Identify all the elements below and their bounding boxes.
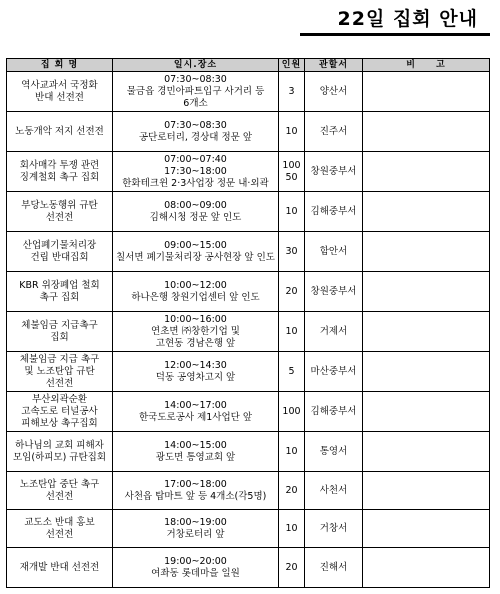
time-place-cell-line: 19:00~20:00 bbox=[164, 555, 227, 567]
table-row bbox=[7, 510, 490, 548]
participant-count-cell-line: 10 bbox=[285, 445, 298, 457]
time-place-cell bbox=[113, 232, 279, 272]
participant-count-cell bbox=[279, 272, 305, 312]
note-cell bbox=[363, 472, 490, 510]
rally-name-cell bbox=[7, 112, 113, 152]
participant-count-cell-line: 3 bbox=[288, 85, 295, 97]
rally-name-cell-line: 선전전 bbox=[45, 211, 74, 223]
time-place-cell bbox=[113, 272, 279, 312]
time-place-cell-line: 09:00~15:00 bbox=[164, 239, 227, 251]
participant-count-cell bbox=[279, 472, 305, 510]
time-place-cell-line: 17:00~18:00 bbox=[164, 478, 227, 490]
time-place-cell-line: 07:00~07:40 bbox=[164, 153, 227, 165]
rally-name-cell-line: 고속도로 터널공사 bbox=[21, 405, 98, 417]
rally-name-cell-line: 부당노동행위 규탄 bbox=[21, 199, 98, 211]
time-place-cell-line: 거창로터리 앞 bbox=[166, 528, 225, 540]
time-place-cell bbox=[113, 510, 279, 548]
time-place-cell-line: 08:00~09:00 bbox=[164, 199, 227, 211]
note-cell bbox=[363, 510, 490, 548]
participant-count-cell bbox=[279, 312, 305, 352]
table-row bbox=[7, 112, 490, 152]
time-place-cell-line: 한화테크윈 2·3사업장 정문 내·외곽 bbox=[122, 177, 269, 189]
rally-name-cell-line: 건립 반대집회 bbox=[30, 251, 89, 263]
rally-name-cell-line: 피해보상 촉구집회 bbox=[21, 417, 98, 429]
time-place-cell bbox=[113, 72, 279, 112]
note-cell bbox=[363, 192, 490, 232]
time-place-cell-line: 칠서면 폐기물처리장 공사현장 앞 인도 bbox=[116, 251, 275, 263]
jurisdiction-office-cell: 마산중부서 bbox=[305, 352, 363, 392]
participant-count-cell bbox=[279, 352, 305, 392]
table-row bbox=[7, 352, 490, 392]
jurisdiction-office-cell: 김해중부서 bbox=[305, 192, 363, 232]
time-place-cell bbox=[113, 192, 279, 232]
time-place-cell-line: 하나은행 창원기업센터 앞 인도 bbox=[131, 291, 260, 303]
time-place-cell-line: 광도면 통영교회 앞 bbox=[155, 451, 236, 463]
time-place-cell-line: 사천읍 탑마트 앞 등 4개소(각5명) bbox=[124, 490, 267, 502]
time-place-cell-line: 여좌동 롯데마을 일원 bbox=[151, 567, 240, 579]
time-place-cell-line: 덕동 공영차고지 앞 bbox=[155, 371, 236, 383]
note-cell bbox=[363, 432, 490, 472]
time-place-cell-line: 17:30~18:00 bbox=[164, 165, 227, 177]
note-cell bbox=[363, 312, 490, 352]
table-body bbox=[7, 72, 490, 588]
participant-count-cell bbox=[279, 232, 305, 272]
time-place-cell bbox=[113, 152, 279, 192]
rally-name-cell-line: 역사교과서 국정화 bbox=[21, 79, 98, 91]
time-place-cell-line: 김해시청 정문 앞 인도 bbox=[149, 211, 242, 223]
participant-count-cell bbox=[279, 548, 305, 588]
time-place-cell bbox=[113, 432, 279, 472]
participant-count-cell bbox=[279, 510, 305, 548]
rally-name-cell-line: 부산외곽순환 bbox=[31, 393, 88, 405]
rally-name-cell bbox=[7, 510, 113, 548]
jurisdiction-office-cell: 김해중부서 bbox=[305, 392, 363, 432]
rally-schedule-table bbox=[6, 58, 490, 588]
rally-name-cell-line: 선전전 bbox=[45, 528, 74, 540]
time-place-cell-line: 10:00~16:00 bbox=[164, 313, 227, 325]
time-place-cell-line: 물금읍 경민아파트입구 사거리 등 bbox=[126, 85, 265, 97]
participant-count-cell bbox=[279, 72, 305, 112]
participant-count-cell-line: 100 bbox=[282, 159, 301, 171]
participant-count-cell bbox=[279, 192, 305, 232]
time-place-cell-line: 07:30~08:30 bbox=[164, 119, 227, 131]
rally-name-cell bbox=[7, 72, 113, 112]
participant-count-cell-line: 20 bbox=[285, 285, 298, 297]
jurisdiction-office-cell: 진해서 bbox=[305, 548, 363, 588]
participant-count-cell-line: 10 bbox=[285, 522, 298, 534]
rally-name-cell-line: 및 노조탄압 규탄 bbox=[24, 365, 95, 377]
time-place-cell-line: 14:00~15:00 bbox=[164, 439, 227, 451]
jurisdiction-office-cell: 진주서 bbox=[305, 112, 363, 152]
participant-count-cell bbox=[279, 392, 305, 432]
rally-name-cell bbox=[7, 392, 113, 432]
time-place-cell-line: 연초면 ㈜창한기업 및 bbox=[151, 325, 240, 337]
time-place-cell-line: 18:00~19:00 bbox=[164, 516, 227, 528]
table-row bbox=[7, 272, 490, 312]
rally-name-cell-line: 산업폐기물처리장 bbox=[22, 239, 97, 251]
rally-name-cell bbox=[7, 432, 113, 472]
note-cell bbox=[363, 392, 490, 432]
table-row bbox=[7, 312, 490, 352]
time-place-cell-line: 12:00~14:30 bbox=[164, 359, 227, 371]
participant-count-cell-line: 10 bbox=[285, 125, 298, 137]
time-place-cell bbox=[113, 352, 279, 392]
table-row bbox=[7, 232, 490, 272]
time-place-cell-line: 공단로터리, 경상대 정문 앞 bbox=[138, 131, 253, 143]
time-place-cell-line: 10:00~12:00 bbox=[164, 279, 227, 291]
time-place-cell-line: 6개소 bbox=[183, 97, 208, 109]
table-row bbox=[7, 192, 490, 232]
time-place-cell bbox=[113, 312, 279, 352]
participant-count-cell bbox=[279, 432, 305, 472]
jurisdiction-office-cell: 함안서 bbox=[305, 232, 363, 272]
header-rally-name: 집 회 명 bbox=[7, 59, 113, 72]
jurisdiction-office-cell: 창원중부서 bbox=[305, 152, 363, 192]
rally-name-cell-line: 모임(하피모) 규탄집회 bbox=[12, 451, 107, 463]
table-row bbox=[7, 72, 490, 112]
table-header-row bbox=[7, 59, 490, 72]
jurisdiction-office-cell: 사천서 bbox=[305, 472, 363, 510]
header-office: 관할서 bbox=[305, 59, 363, 72]
jurisdiction-office-cell: 거창서 bbox=[305, 510, 363, 548]
rally-name-cell-line: 촉구 집회 bbox=[39, 291, 80, 303]
time-place-cell bbox=[113, 472, 279, 510]
rally-name-cell-line: 하나님의 교회 피해자 bbox=[15, 439, 104, 451]
rally-name-cell bbox=[7, 548, 113, 588]
participant-count-cell-line: 50 bbox=[285, 171, 298, 183]
time-place-cell-line: 07:30~08:30 bbox=[164, 73, 227, 85]
rally-name-cell-line: 징계철회 촉구 집회 bbox=[19, 171, 100, 183]
header-count: 인원 bbox=[279, 59, 305, 72]
time-place-cell bbox=[113, 392, 279, 432]
rally-name-cell bbox=[7, 352, 113, 392]
rally-name-cell-line: 체불임금 지급 촉구 bbox=[19, 353, 100, 365]
rally-name-cell-line: KBR 위장폐업 철회 bbox=[19, 279, 100, 291]
participant-count-cell-line: 5 bbox=[288, 365, 295, 377]
participant-count-cell-line: 100 bbox=[282, 405, 301, 417]
rally-name-cell-line: 선전전 bbox=[45, 377, 74, 389]
jurisdiction-office-cell: 창원중부서 bbox=[305, 272, 363, 312]
rally-name-cell bbox=[7, 152, 113, 192]
participant-count-cell-line: 10 bbox=[285, 325, 298, 337]
rally-name-cell bbox=[7, 232, 113, 272]
header-note: 비 고 bbox=[363, 59, 490, 72]
time-place-cell bbox=[113, 548, 279, 588]
note-cell bbox=[363, 152, 490, 192]
page-title: 22일 집회 안내 bbox=[337, 8, 478, 30]
table-row bbox=[7, 432, 490, 472]
rally-name-cell-line: 노조탄압 중단 촉구 bbox=[19, 478, 100, 490]
rally-name-cell-line: 체불임금 지급촉구 bbox=[21, 319, 98, 331]
participant-count-cell bbox=[279, 152, 305, 192]
time-place-cell bbox=[113, 112, 279, 152]
title-underline bbox=[300, 33, 490, 36]
table-row bbox=[7, 392, 490, 432]
rally-name-cell-line: 반대 선전전 bbox=[35, 91, 84, 103]
time-place-cell-line: 한국도로공사 제1사업단 앞 bbox=[138, 411, 253, 423]
rally-name-cell-line: 교도소 반대 홍보 bbox=[24, 516, 95, 528]
participant-count-cell bbox=[279, 112, 305, 152]
jurisdiction-office-cell: 통영서 bbox=[305, 432, 363, 472]
rally-name-cell bbox=[7, 272, 113, 312]
header-time-place: 일시.장소 bbox=[113, 59, 279, 72]
jurisdiction-office-cell: 거제서 bbox=[305, 312, 363, 352]
rally-name-cell-line: 노동개악 저지 선전전 bbox=[15, 125, 104, 137]
table-row bbox=[7, 472, 490, 510]
rally-name-cell-line: 선전전 bbox=[45, 490, 74, 502]
rally-name-cell-line: 회사매각 투쟁 관련 bbox=[19, 159, 100, 171]
participant-count-cell-line: 30 bbox=[285, 245, 298, 257]
note-cell bbox=[363, 72, 490, 112]
time-place-cell-line: 14:00~17:00 bbox=[164, 399, 227, 411]
note-cell bbox=[363, 272, 490, 312]
participant-count-cell-line: 20 bbox=[285, 561, 298, 573]
jurisdiction-office-cell: 양산서 bbox=[305, 72, 363, 112]
rally-name-cell-line: 집회 bbox=[50, 331, 69, 343]
note-cell bbox=[363, 548, 490, 588]
participant-count-cell-line: 20 bbox=[285, 484, 298, 496]
table-row bbox=[7, 152, 490, 192]
rally-name-cell-line: 재개발 반대 선전전 bbox=[19, 561, 100, 573]
note-cell bbox=[363, 232, 490, 272]
note-cell bbox=[363, 352, 490, 392]
participant-count-cell-line: 10 bbox=[285, 205, 298, 217]
time-place-cell-line: 고현동 경남은행 앞 bbox=[155, 337, 236, 349]
note-cell bbox=[363, 112, 490, 152]
rally-name-cell bbox=[7, 472, 113, 510]
rally-name-cell bbox=[7, 192, 113, 232]
table-row bbox=[7, 548, 490, 588]
rally-name-cell bbox=[7, 312, 113, 352]
